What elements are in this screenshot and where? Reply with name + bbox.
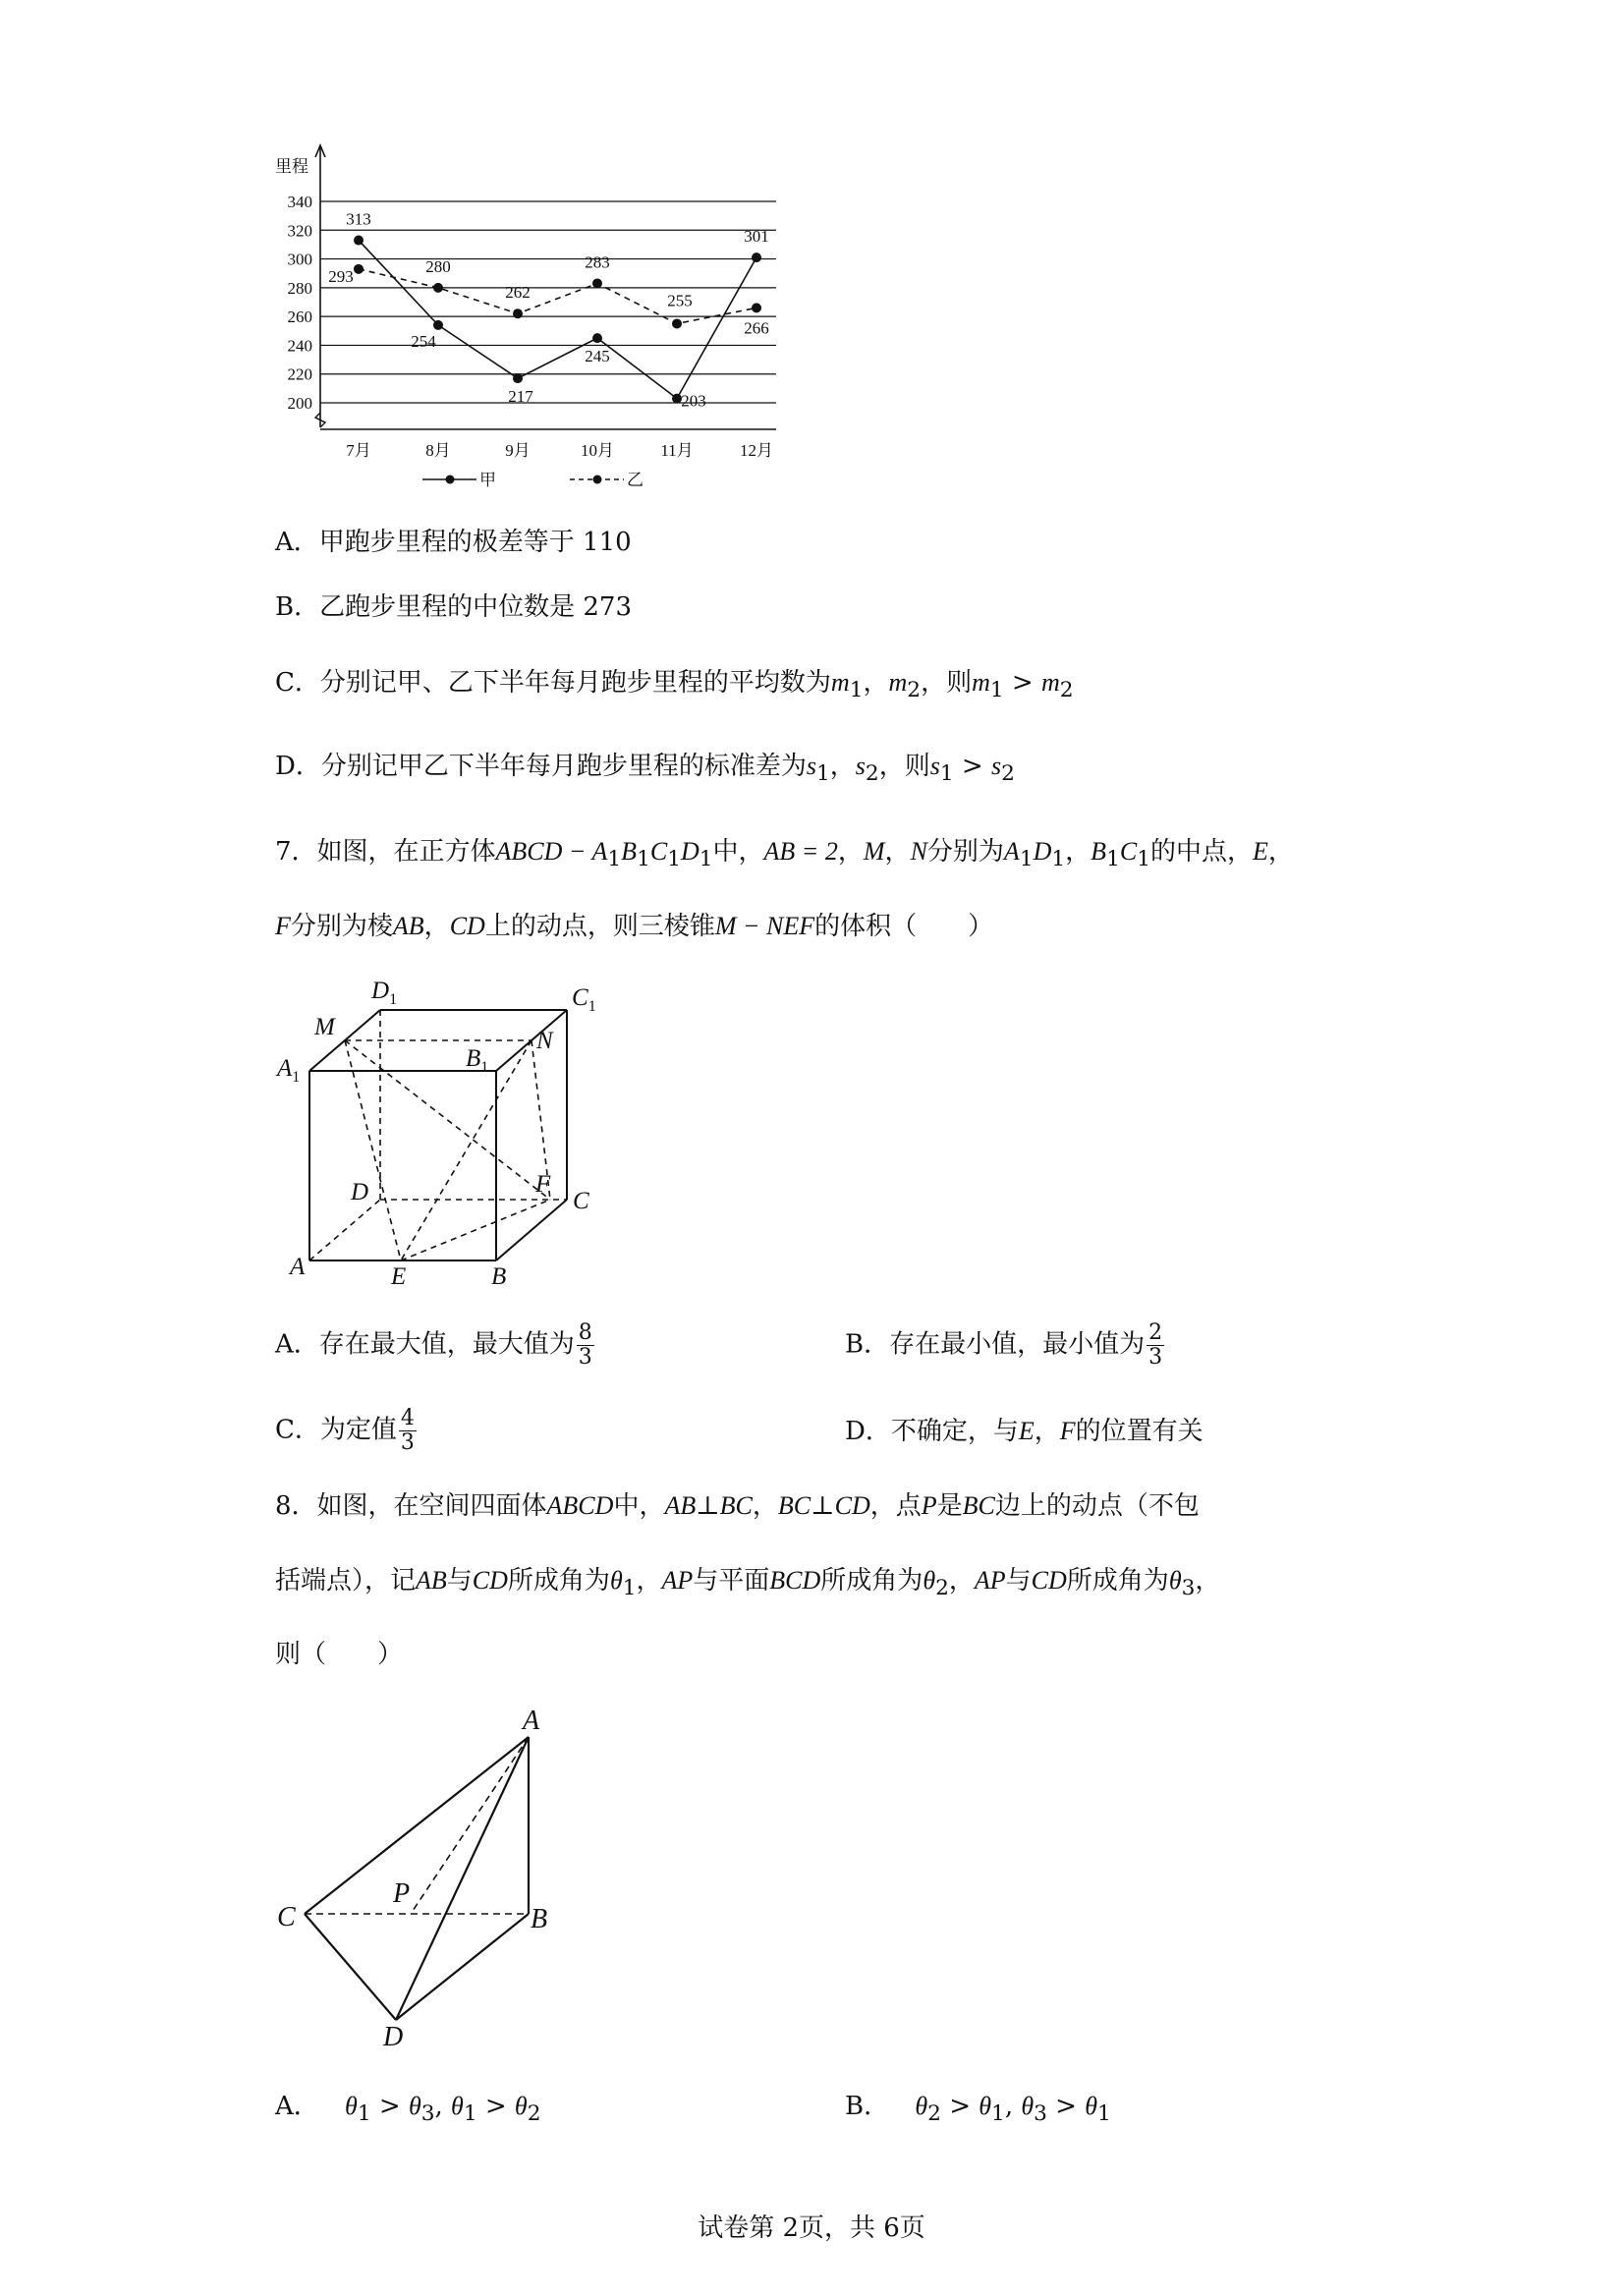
data-label: 266	[744, 318, 769, 338]
fraction	[399, 1407, 417, 1455]
q8-text: 括端点），记	[275, 1566, 417, 1596]
label-p: P	[393, 1878, 411, 1909]
math-cube: ABCD − A	[495, 837, 608, 866]
data-point	[433, 320, 443, 330]
data-point	[592, 278, 602, 288]
data-point	[513, 373, 523, 383]
q8-text: ，点	[869, 1491, 922, 1521]
edge-db	[396, 1914, 529, 2020]
q8-option-b: B． $\theta_2 > \theta_1$, $\theta_3 > \theta_1$	[845, 2092, 1111, 2127]
q7-option-a	[275, 1321, 594, 1370]
legend-marker	[446, 476, 455, 484]
punct: ，	[884, 837, 911, 867]
edge-ad	[396, 1737, 529, 2020]
option-text: 甲跑步里程的极差等于 110	[318, 528, 632, 557]
y-tick-label: 300	[287, 250, 312, 269]
option-label: C．	[275, 668, 320, 698]
math-var: m	[1040, 668, 1060, 697]
option-label: B．	[275, 592, 320, 622]
q8-text: 8．如图，在空间四面体	[275, 1491, 547, 1521]
theta: θ	[1168, 1566, 1182, 1595]
label-n: N	[536, 1028, 553, 1054]
legend-marker	[593, 476, 602, 484]
punct: ，	[636, 1566, 662, 1596]
punct: ，	[837, 837, 864, 867]
math-var: m	[972, 668, 990, 697]
option-label: A．	[275, 2092, 319, 2121]
math-var: AP	[661, 1566, 694, 1595]
math-var: P	[921, 1491, 937, 1520]
segment-ap	[411, 1737, 529, 1914]
q8-text: 中，	[613, 1491, 665, 1521]
q6-option-c	[275, 666, 1074, 707]
q8-text: 所成角为	[1066, 1566, 1169, 1596]
q7-option-b	[845, 1321, 1164, 1370]
q8-line-2: 括端点），记AB与CD所成角为$\theta_1$，AP与平面BCD所成角为$\theta_2$，AP与CD所成角为$\theta_3$，	[275, 1566, 1221, 1601]
y-tick-label: 340	[287, 193, 312, 211]
math-sub: 2	[907, 678, 922, 703]
q7-option-c	[275, 1407, 417, 1455]
cube-figure	[265, 968, 619, 1292]
x-tick-label: 10月	[581, 441, 614, 460]
math-sub: 2	[865, 761, 879, 787]
label-a1: $A_1$	[277, 1055, 301, 1086]
math-var: CD	[449, 912, 485, 940]
label-a: A	[523, 1706, 540, 1736]
label-c: C	[573, 1188, 589, 1214]
math-var: AB	[416, 1566, 447, 1595]
math-var: F	[1059, 1417, 1076, 1445]
perp-symbol: ⊥	[696, 1491, 720, 1521]
series-line-2	[359, 269, 756, 324]
y-tick-label: 320	[287, 221, 312, 241]
punct: ，	[423, 912, 450, 941]
math-sub: 2	[1059, 678, 1074, 703]
q7-text: 分别为棱	[290, 912, 393, 941]
data-label: 245	[585, 347, 610, 366]
q8-line-1	[275, 1489, 1200, 1523]
q7-text: 的体积（ ）	[814, 912, 994, 941]
theta: θ	[609, 1566, 623, 1595]
data-point	[354, 264, 364, 274]
segment-me	[345, 1040, 401, 1260]
math-var: AP	[974, 1566, 1006, 1595]
q6-option-b	[275, 590, 632, 624]
option-text: ，则	[921, 668, 973, 698]
data-label: 283	[585, 252, 610, 272]
data-point	[752, 252, 761, 262]
q7-text: 分别为	[926, 837, 1004, 867]
punct: ，	[948, 1566, 975, 1596]
math-sub: 1	[989, 678, 1004, 703]
line-chart	[265, 138, 796, 501]
segment-ef	[401, 1200, 550, 1260]
math-var: CD	[472, 1566, 508, 1595]
data-point	[433, 283, 443, 293]
q8-text: 与平面	[693, 1566, 770, 1596]
label-c1: $C_1$	[572, 984, 596, 1015]
q7-text: 的中点，	[1149, 837, 1253, 867]
x-tick-label: 9月	[505, 441, 531, 460]
q8-text: 与	[1005, 1566, 1032, 1596]
data-label: 255	[667, 291, 693, 310]
y-tick-label: 260	[287, 308, 312, 327]
q8-text: 是	[936, 1491, 963, 1521]
punct: ，	[863, 668, 889, 698]
legend-label: 乙	[627, 471, 644, 489]
math-var: m	[888, 668, 908, 697]
math-var: m	[830, 668, 850, 697]
option-label: C．	[275, 1415, 320, 1445]
y-tick-label: 200	[287, 394, 312, 413]
denominator: 3	[578, 1345, 592, 1370]
math-var: ABCD	[546, 1491, 614, 1520]
punct: ，	[1034, 1417, 1060, 1446]
data-label: 262	[505, 283, 531, 303]
q8-text: 所成角为	[507, 1566, 610, 1596]
option-text: 为定值	[319, 1415, 397, 1445]
math-var: BC	[777, 1491, 812, 1520]
math-var: BC	[719, 1491, 753, 1520]
data-point	[752, 303, 761, 312]
punct: ，	[1267, 837, 1294, 867]
label-m: M	[314, 1014, 335, 1040]
q7-line-2	[275, 910, 993, 943]
math-sub: 1	[816, 761, 830, 787]
math-var: E	[1018, 1417, 1035, 1445]
punct: ，	[1195, 1566, 1221, 1596]
option-text: 不确定，与	[890, 1417, 1019, 1446]
theta: θ	[923, 1566, 936, 1595]
data-point	[513, 308, 523, 318]
numerator: 2	[1148, 1320, 1163, 1345]
label-b: B	[491, 1263, 507, 1290]
data-label: 293	[328, 266, 354, 286]
segment-mf	[345, 1040, 550, 1200]
q8-text: 与	[446, 1566, 473, 1596]
data-label: 280	[425, 256, 451, 276]
x-tick-label: 12月	[740, 441, 773, 460]
data-point	[592, 333, 602, 343]
q7-text: 中，	[712, 837, 764, 867]
q7-line-1: 7．如图，在正方体ABCD − $A_1B_1C_1D_1$中，AB = 2，M，N分别为$A_1D_1$，$B_1C_1$的中点，E，	[275, 837, 1294, 872]
math-var: N	[910, 837, 927, 866]
math-eq: AB = 2	[763, 837, 838, 866]
label-b1: $B_1$	[466, 1045, 489, 1076]
option-text: ，则	[878, 752, 930, 781]
q8-option-a: A． $\theta_1 > \theta_3$, $\theta_1 > \theta_2$	[275, 2092, 541, 2127]
fraction	[1147, 1321, 1164, 1370]
x-tick-label: 8月	[425, 441, 451, 460]
y-axis-label: 里程	[275, 157, 308, 176]
math-var: CD	[834, 1491, 870, 1520]
q7-text: 上的动点，则三棱锥	[484, 912, 715, 941]
denominator: 3	[1148, 1345, 1163, 1370]
data-point	[354, 236, 364, 246]
edge-cd	[305, 1914, 396, 2020]
option-text: 的位置有关	[1075, 1417, 1203, 1446]
label-f: F	[535, 1171, 551, 1198]
option-label: D．	[275, 752, 321, 781]
q8-text: 所成角为	[820, 1566, 923, 1596]
label-d: D	[383, 2022, 404, 2052]
perp-symbol: ⊥	[811, 1491, 835, 1521]
y-tick-label: 280	[287, 278, 312, 298]
edge-bc	[496, 1200, 567, 1260]
math-var: CD	[1031, 1566, 1067, 1595]
edge-ad	[309, 1200, 380, 1260]
punct: ，	[752, 1491, 778, 1521]
math-var: AB	[664, 1491, 697, 1520]
option-text: 分别记甲乙下半年每月跑步里程的标准差为	[320, 752, 807, 781]
option-label: A．	[275, 528, 319, 557]
numerator: 4	[400, 1406, 415, 1430]
label-c: C	[277, 1902, 296, 1932]
segment-ne	[401, 1040, 532, 1260]
option-label: B．	[845, 2092, 890, 2121]
math-var: s	[929, 752, 940, 780]
q6-option-a	[275, 526, 632, 559]
label-d: D	[351, 1179, 369, 1205]
math-expr: M − NEF	[714, 912, 815, 940]
label-e: E	[391, 1263, 407, 1290]
edge-ac	[305, 1737, 529, 1914]
q8-line-3: 则（ ）	[275, 1640, 404, 1669]
x-tick-label: 11月	[660, 441, 694, 460]
data-label: 313	[346, 209, 371, 229]
y-tick-label: 240	[287, 336, 312, 356]
math-sub: 2	[1001, 761, 1015, 787]
math-sub: 1	[939, 761, 954, 787]
option-text: 乙跑步里程的中位数是 273	[319, 592, 633, 622]
data-point	[672, 318, 682, 328]
math-var: BC	[962, 1491, 995, 1520]
page-footer: 试卷第 2页，共 6页	[698, 2213, 925, 2243]
math-var: BCD	[769, 1566, 821, 1595]
option-text: 存在最大值，最大值为	[318, 1329, 575, 1360]
data-label: 254	[411, 331, 436, 351]
numerator: 8	[578, 1320, 592, 1345]
option-label: A．	[275, 1329, 319, 1360]
math-var: AB	[392, 912, 424, 940]
math-var: s	[990, 752, 1002, 780]
denominator: 3	[400, 1430, 415, 1455]
math-var: F	[275, 912, 291, 940]
label-b: B	[531, 1904, 548, 1934]
q6-option-d	[275, 750, 1015, 791]
option-text: 分别记甲、乙下半年每月跑步里程的平均数为	[319, 668, 831, 698]
q7-text: 7．如图，在正方体	[275, 837, 496, 867]
option-label: B．	[845, 1329, 890, 1360]
data-label: 301	[744, 227, 769, 247]
punct: ，	[829, 752, 856, 781]
fraction	[577, 1321, 594, 1370]
math-var: E	[1252, 837, 1268, 866]
math-sub: 1	[849, 678, 864, 703]
math-rel: >	[1003, 668, 1041, 698]
tetrahedron-figure	[265, 1700, 589, 2053]
q8-text: 边上的动点（不包	[994, 1491, 1200, 1521]
label-d1: $D_1$	[371, 978, 398, 1008]
math-rel: >	[953, 752, 991, 781]
q7-option-d	[845, 1415, 1203, 1448]
data-label: 217	[508, 387, 533, 407]
option-label: D．	[845, 1417, 891, 1446]
x-tick-label: 7月	[346, 441, 371, 460]
legend-label: 甲	[479, 471, 496, 489]
data-label: 203	[681, 391, 706, 411]
math-var: M	[863, 837, 885, 866]
label-a: A	[290, 1254, 306, 1280]
y-tick-label: 220	[287, 364, 312, 384]
option-text: 存在最小值，最小值为	[889, 1329, 1146, 1360]
math-var: s	[855, 752, 866, 780]
math-var: s	[806, 752, 816, 780]
